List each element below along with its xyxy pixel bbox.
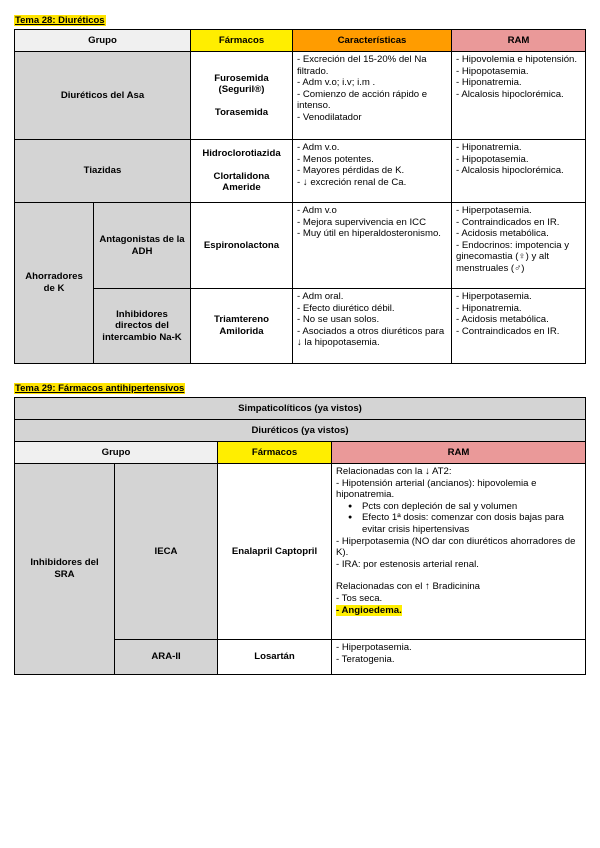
ram-nak [452,289,586,364]
row-diureticos [15,420,586,442]
farmaco-hidroclorotiazida: Hidroclorotiazida [202,148,281,160]
list-item: - Hiperpotasemia. [336,642,412,653]
header-farmacos: Fármacos [218,442,332,464]
list-item: - Hipopotasemia. [456,153,529,165]
list-item: - No se usan solos. [297,314,380,326]
ram-asa [452,52,586,140]
list-item: - IRA: por estenosis arterial renal. [336,558,479,570]
list-item: - Endocrinos: impotencia y ginecomastia (♀) y alt menstruales (♂) [456,239,570,274]
grupo-sra: Inhibidores del SRA [15,464,115,675]
row-asa [15,52,586,140]
farmacos-asa [191,52,293,140]
header-ram: RAM [332,442,586,464]
list-item: - Adm v.o [297,205,337,216]
list-item: - Hipovolemia e hipotensión. [456,54,578,65]
list-item: - Hiperpotasemia (NO dar con diuréticos ahorradores de K). [336,535,576,559]
list-item: - Mayores pérdidas de K. [297,165,405,177]
section-title-tema-28: Tema 28: Diuréticos [15,15,105,26]
header-caracteristicas: Características [293,30,452,52]
list-item: - Venodilatador [297,111,362,123]
bullet-list [336,501,581,536]
farmacos-tiazidas [191,140,293,203]
caracteristicas-nak [293,289,452,364]
list-item: - Adm oral. [297,291,344,302]
ram-tiazidas [452,140,586,203]
list-item: - Teratogenia. [336,653,395,665]
farmaco-losartan: Losartán [218,640,332,675]
angioedema-highlight: - Angioedema. [336,604,402,616]
header-ram: RAM [452,30,586,52]
ram-intro: Relacionadas con la ↓ AT2: [336,466,452,477]
row-tiazidas [15,140,586,203]
farmaco-clortalidona: Clortalidona Ameride [213,170,270,194]
list-item: - Adm v.o; i.v; i.m . [297,77,376,89]
list-item: - Excreción del 15-20% del Na filtrado. [297,54,427,77]
row-adh [15,203,586,289]
list-item: - Efecto diurético débil. [297,302,395,314]
list-item: - Adm v.o. [297,142,340,153]
list-item: - Menos potentes. [297,153,374,165]
list-item: - Hiponatremia. [456,142,522,153]
header-farmacos: Fármacos [191,30,293,52]
simpaticoliticos-label: Simpaticolíticos (ya vistos) [15,398,586,420]
subgrupo-adh: Antagonistas de la ADH [94,203,191,289]
list-item: - ↓ excreción renal de Ca. [297,176,407,188]
caracteristicas-adh [293,203,452,289]
list-item: - Contraindicados en IR. [456,216,560,228]
list-item: - Contraindicados en IR. [456,325,560,337]
antihipertensivos-table [14,397,586,675]
subgrupo-ara: ARA-II [115,640,218,675]
row-simpaticoliticos [15,398,586,420]
list-item: - Asociados a otros diuréticos para ↓ la hipopotasemia. [297,325,445,349]
farmaco-furosemida: Furosemida (Seguril®) [214,72,269,96]
ram-ieca [332,464,586,640]
list-item: - Hiponatremia. [456,302,522,314]
list-item: - Hipopotasemia. [456,65,529,77]
farmaco-espironolactona: Espironolactona [191,203,293,289]
list-item: - Mejora supervivencia en ICC [297,216,427,228]
diureticos-table [14,29,586,364]
row-ieca [15,464,586,640]
farmaco-torasemida: Torasemida [214,106,269,118]
list-item: - Hiperpotasemia. [456,291,532,302]
list-item: ● Efecto 1ª dosis: comenzar con dosis bajas para evitar crisis hipertensivas [362,512,581,535]
header-grupo: Grupo [15,30,191,52]
header-row [15,442,586,464]
header-grupo: Grupo [15,442,218,464]
farmaco-enalapril: Enalapril Captopril [218,464,332,640]
ram-ara [332,640,586,675]
ram-adh [452,203,586,289]
list-item: ● Pcts con depleción de sal y volumen [362,501,581,513]
list-item: - Hiperpotasemia. [456,205,532,216]
list-item: - Alcalosis hipoclorémica. [456,88,564,100]
grupo-asa: Diuréticos del Asa [15,52,191,140]
subgrupo-nak: Inhibidores directos del intercambio Na-K [94,289,191,364]
grupo-ahorradores: Ahorradores de K [15,203,94,364]
list-item: - Muy útil en hiperaldosteronismo. [297,228,441,240]
diureticos-label: Diuréticos (ya vistos) [15,420,586,442]
ram-bradicinina-intro: Relacionadas con el ↑ Bradicinina [336,581,480,593]
caracteristicas-asa [293,52,452,140]
list-item: - Hiponatremia. [456,77,522,89]
list-item: - Alcalosis hipoclorémica. [456,165,564,177]
grupo-tiazidas: Tiazidas [15,140,191,203]
row-nak [15,289,586,364]
list-item: - Acidosis metabólica. [456,314,549,326]
header-row [15,30,586,52]
caracteristicas-tiazidas [293,140,452,203]
list-item: - Comienzo de acción rápido e intenso. [297,88,428,112]
list-item: - Tos seca. [336,592,383,604]
section-title-tema-29: Tema 29: Fármacos antihipertensivos [15,383,185,394]
farmaco-triamtereno: Triamtereno Amilorida [191,289,293,364]
subgrupo-ieca: IECA [115,464,218,640]
list-item: - Hipotensión arterial (ancianos): hipovolemia e hiponatremia. [336,477,537,501]
list-item: - Acidosis metabólica. [456,228,549,240]
